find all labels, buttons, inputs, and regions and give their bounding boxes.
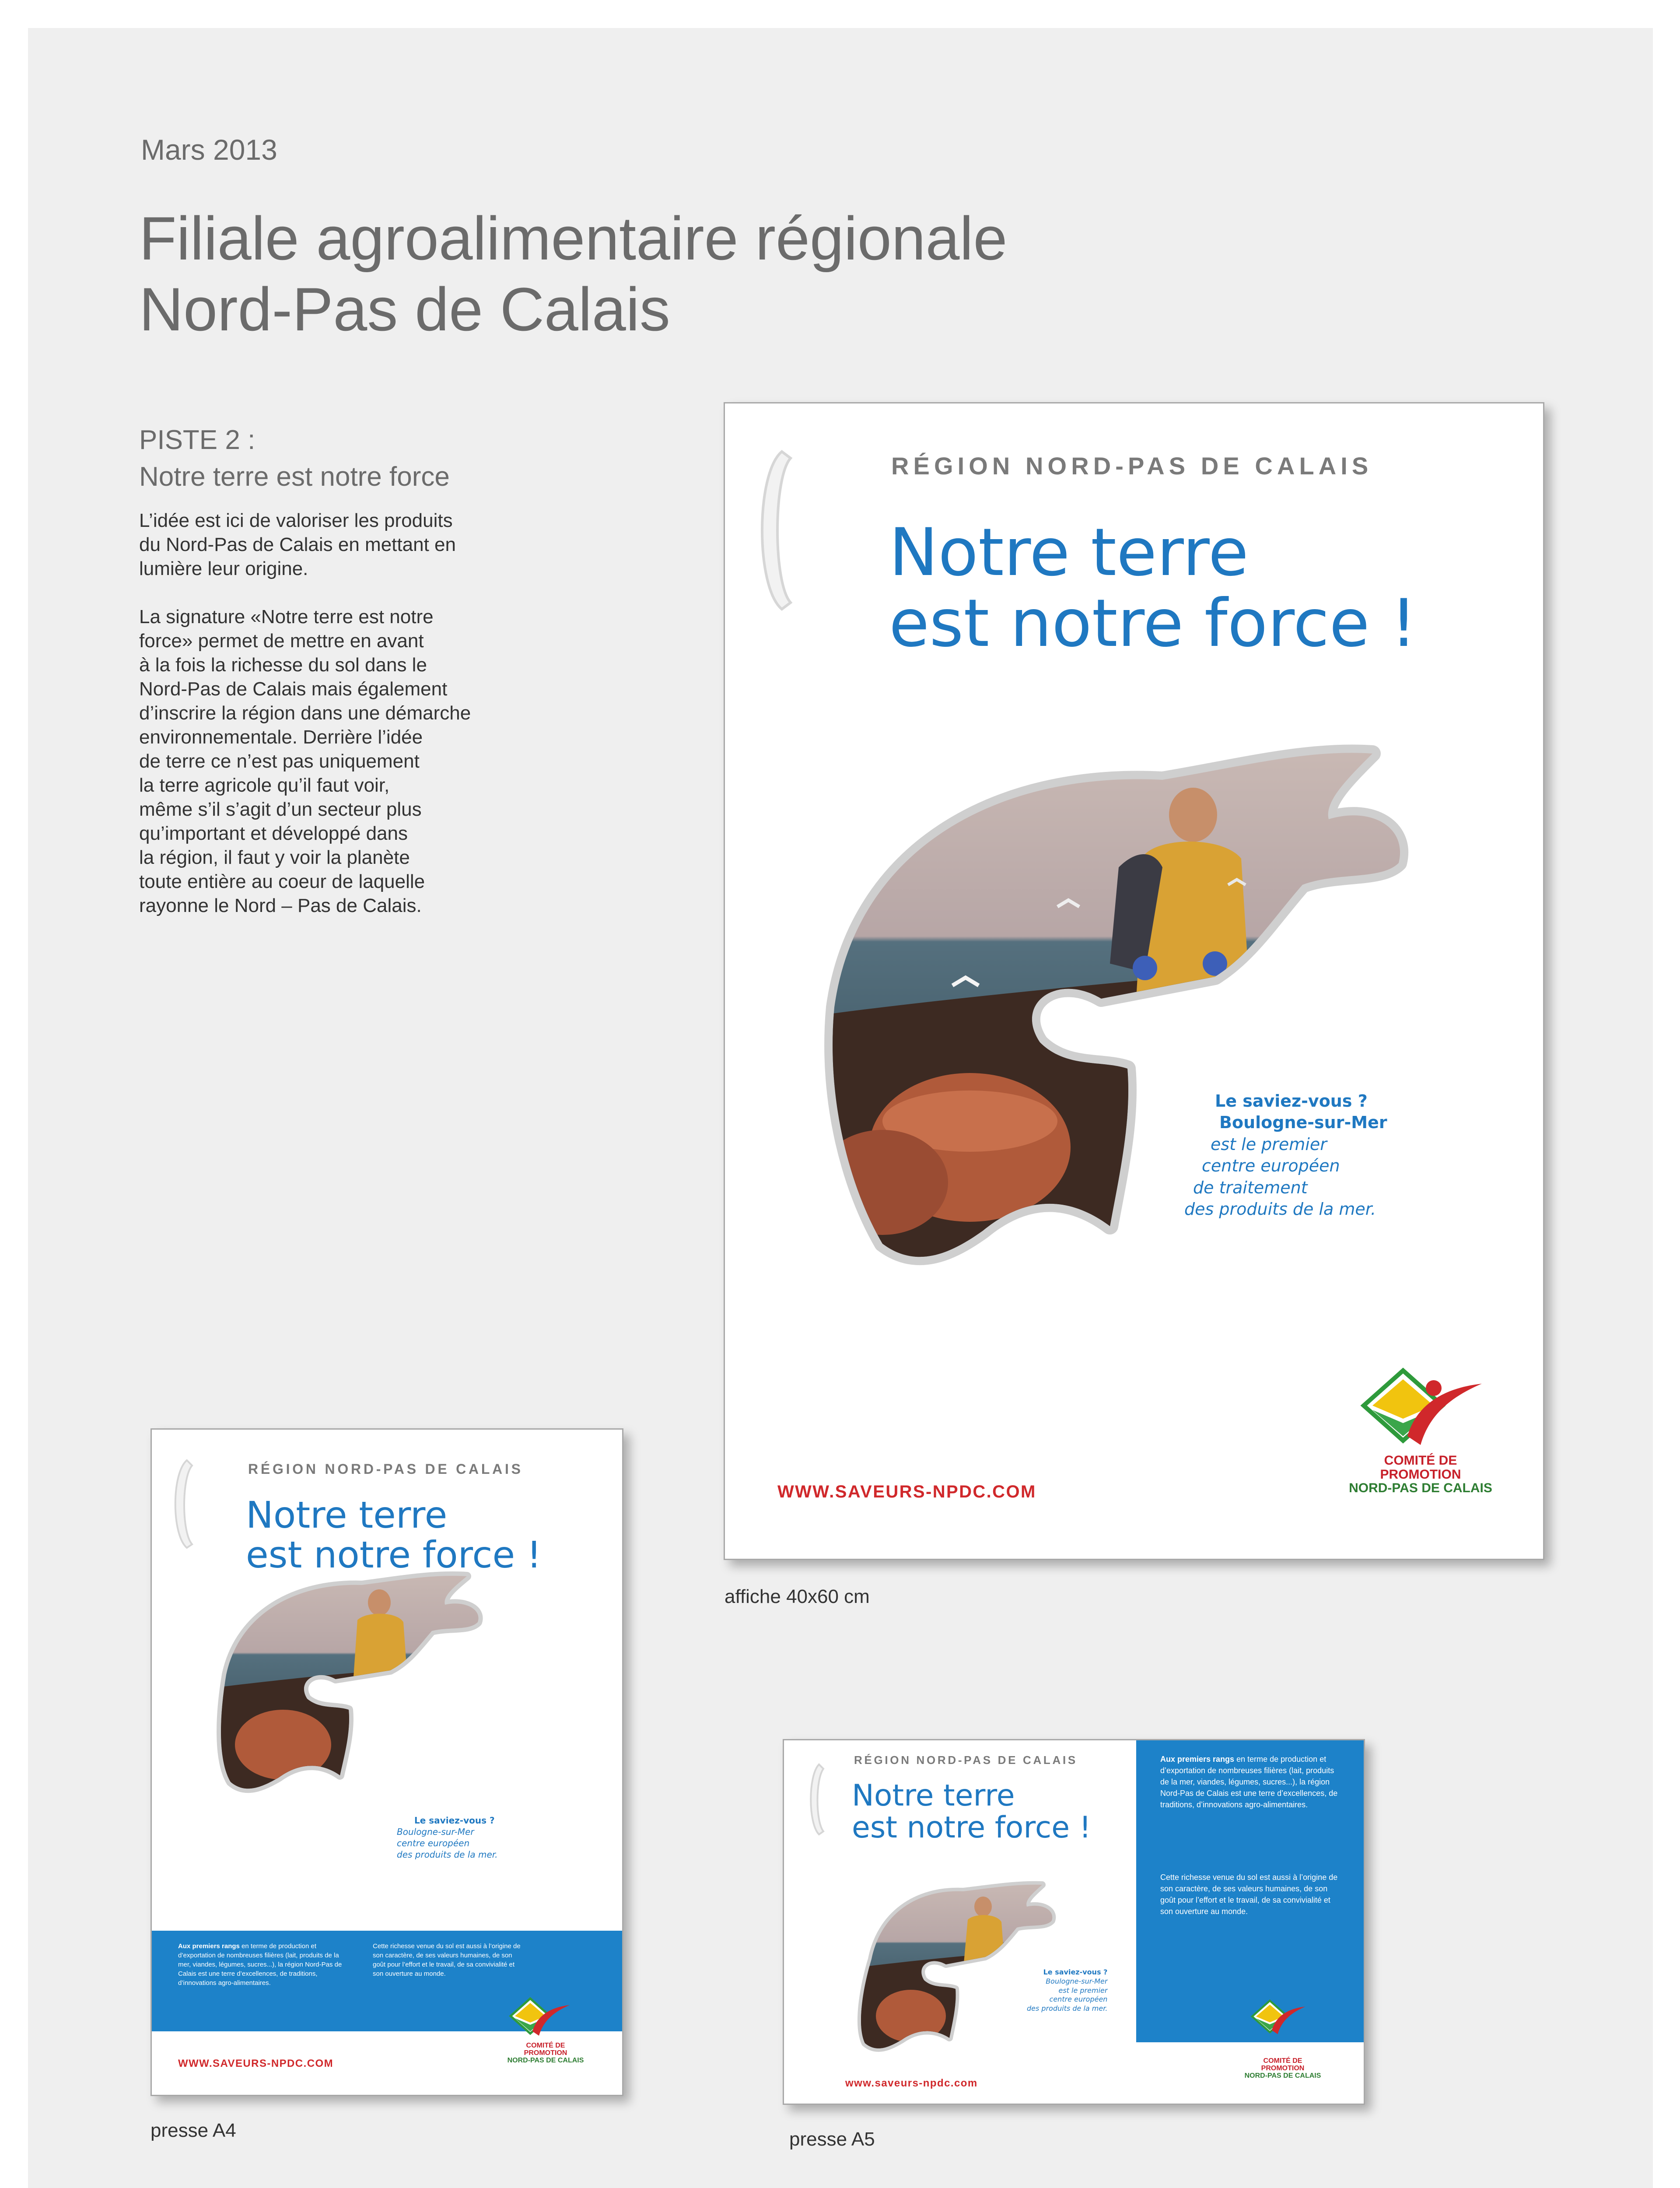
- title-line-1: Filiale agroalimentaire régionale: [139, 204, 1008, 273]
- poster-region-label: RÉGION NORD-PAS DE CALAIS: [891, 452, 1373, 480]
- poster-slogan: [889, 515, 1417, 662]
- piste-label: PISTE 2 :: [139, 425, 256, 455]
- poster-url: WWW.SAVEURS-NPDC.COM: [777, 1482, 1036, 1501]
- description-paragraph-2: La signature «Notre terre est notre force» permet de mettre en avant à la fois la richesse du sol dans le Nord-Pas de Calais mais également d’inscrire la région dans une démarche environnementale. Derrière l’idée de terre ce n’est pas uniquement la terre agricole qu’il faut voir, même s’il s’agit d’un secteur plus qu’important et développé dans la région, il faut y voir la planète toute entière au coeur de laquelle rayonne le Nord – Pas de Calais.: [139, 606, 471, 916]
- caption-a4: presse A4: [150, 2120, 236, 2141]
- slogan-line-1: Notre terre: [889, 515, 1249, 591]
- piste-heading: [139, 422, 450, 495]
- description-paragraph-1: L’idée est ici de valoriser les produits du Nord-Pas de Calais en mettant en lumière leur origine.: [139, 510, 456, 579]
- document-page: [28, 28, 1653, 2188]
- bracket-shape: [762, 452, 791, 609]
- fact-place: Boulogne-sur-Mer: [1219, 1113, 1387, 1133]
- document-title: [139, 203, 1189, 345]
- slogan-line-2: est notre force !: [889, 586, 1417, 662]
- poster-affiche: [724, 402, 1544, 1560]
- logo-caption: COMITÉ DE PROMOTION NORD-PAS DE CALAIS: [1349, 1453, 1492, 1495]
- caption-poster: affiche 40x60 cm: [724, 1586, 870, 1607]
- poster-presse-a5: RÉGION NORD-PAS DE CALAIS Notre terre est notre force ! Le saviez-vous ? Boulogne-sur-Mer est le premier centre européen des produits de la mer. Aux premiers rangs en terme de production et d’exportation de nombreuses filières (lait, produits de la mer, viandes, légumes, sucres...), la région Nord-Pas de Calais est une terre d’excellences, de traditions, d’innovations agro-alimentaires. Cette richesse venue du sol est aussi à l’origine de son caractère, de ses valeurs humaines, de son goût pour l’effort et le travail, de sa convivialité et son ouverture au monde. www.saveurs-npdc.com COMITÉ DE PROMOTION NORD-PAS DE CALAIS: [783, 1739, 1365, 2105]
- logo-mark: [1364, 1371, 1482, 1445]
- document-date: Mars 2013: [141, 133, 277, 166]
- caption-a5: presse A5: [789, 2128, 875, 2150]
- fact-intro: Le saviez-vous ?: [1215, 1091, 1368, 1111]
- description-text: [139, 508, 533, 942]
- poster-presse-a4: RÉGION NORD-PAS DE CALAIS Notre terre est notre force ! Le saviez-vous ? Boulogne-sur-Mer centre européen des produits de la mer. Aux premiers rangs en terme de production et d’exportation de nombreuses filières (lait, produits de la mer, viandes, légumes, sucres...), la région Nord-Pas de Calais est une terre d’excellences, de traditions, d’innovations agro-alimentaires. Cette richesse venue du sol est aussi à l’origine de son caractère, de ses valeurs humaines, de son goût pour l’effort et le travail, de sa convivialité et son ouverture au monde. WWW.SAVEURS-NPDC.COM COMITÉ DE PROMOTION NORD-PAS DE CALAIS: [150, 1428, 623, 2096]
- poster-fact: Le saviez-vous ? Boulogne-sur-Mer est le premier centre européen de traitement des produits de la mer.: [1184, 1091, 1387, 1219]
- title-line-2: Nord-Pas de Calais: [139, 275, 670, 344]
- piste-name: Notre terre est notre force: [139, 462, 450, 492]
